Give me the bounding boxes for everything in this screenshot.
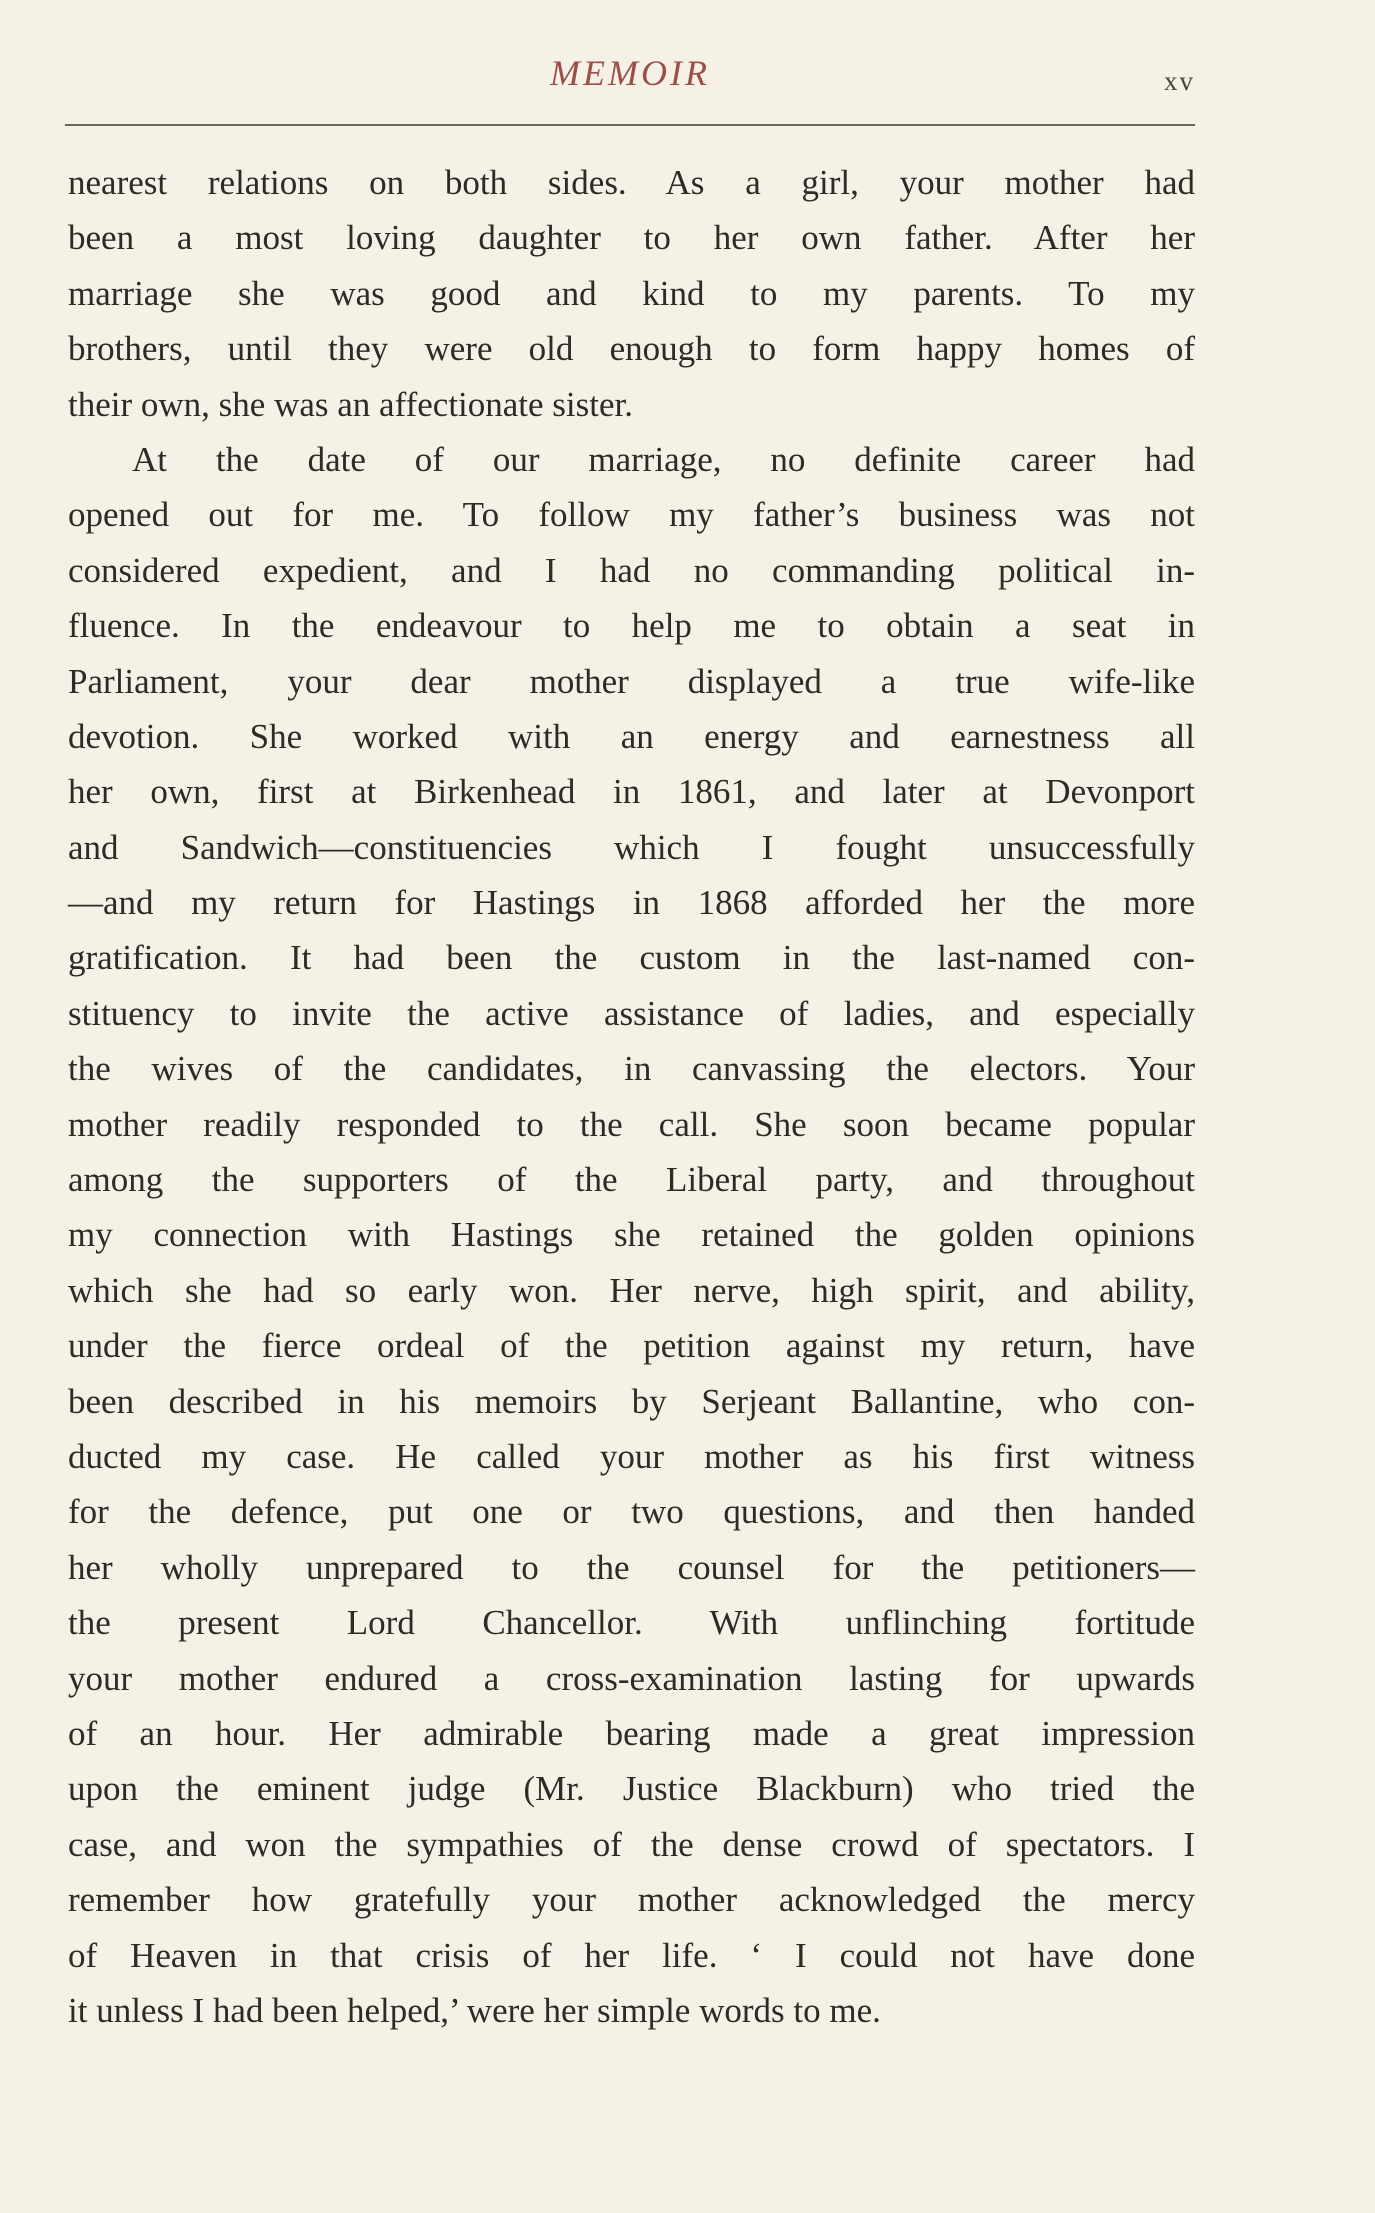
text-line: my connection with Hastings she retained the golden opinions <box>68 1215 1195 1255</box>
text-line: for the defence, put one or two questions, and then handed <box>68 1492 1195 1532</box>
text-line: At the date of our marriage, no definite career had <box>132 439 1195 479</box>
running-head <box>65 52 1195 102</box>
text-line: case, and won the sympathies of the dense crowd of spectators. I <box>68 1824 1195 1864</box>
text-line: opened out for me. To follow my father’s business was not <box>68 495 1195 535</box>
text-line: your mother endured a cross-examination lasting for upwards <box>68 1658 1195 1698</box>
text-line: under the fierce ordeal of the petition against my return, have <box>68 1326 1195 1366</box>
text-line: the wives of the candidates, in canvassing the electors. Your <box>68 1049 1195 1089</box>
page-number: xv <box>1164 66 1195 96</box>
text-line: brothers, until they were old enough to form happy homes of <box>68 329 1195 369</box>
text-line: —and my return for Hastings in 1868 afforded her the more <box>68 883 1195 923</box>
text-line: ducted my case. He called your mother as his first witness <box>68 1436 1195 1476</box>
text-line: stituency to invite the active assistance of ladies, and especially <box>68 993 1195 1033</box>
text-line: among the supporters of the Liberal party, and throughout <box>68 1160 1195 1200</box>
text-line: nearest relations on both sides. As a girl, your mother had <box>68 163 1195 202</box>
text-line: considered expedient, and I had no commanding political in- <box>68 550 1195 590</box>
text-line: of an hour. Her admirable bearing made a great impression <box>68 1713 1195 1753</box>
text-line: devotion. She worked with an energy and earnestness all <box>68 716 1195 756</box>
text-line: her wholly unprepared to the counsel for the petitioners— <box>68 1547 1195 1587</box>
text-line: Parliament, your dear mother displayed a true wife-like <box>68 661 1195 701</box>
body-text <box>68 155 1195 2038</box>
header-rule <box>65 124 1195 126</box>
text-line: upon the eminent judge (Mr. Justice Blackburn) who tried the <box>68 1769 1195 1809</box>
text-line: the present Lord Chancellor. With unflinching fortitude <box>68 1603 1195 1643</box>
text-line: been described in his memoirs by Serjeant Ballantine, who con- <box>68 1381 1195 1421</box>
text-line: her own, first at Birkenhead in 1861, and later at Devonport <box>68 772 1195 812</box>
text-line: their own, she was an affectionate sister. <box>68 384 634 424</box>
text-line: mother readily responded to the call. She soon became popular <box>68 1104 1195 1144</box>
text-line: gratification. It had been the custom in the last-named con- <box>68 938 1195 978</box>
text-line: which she had so early won. Her nerve, high spirit, and ability, <box>68 1270 1195 1310</box>
text-line: been a most loving daughter to her own father. After her <box>68 218 1195 258</box>
text-line: it unless I had been helped,’ were her simple words to me. <box>68 1990 881 2030</box>
text-line: marriage she was good and kind to my parents. To my <box>68 273 1195 313</box>
text-line: fluence. In the endeavour to help me to obtain a seat in <box>68 606 1195 646</box>
running-title: MEMOIR <box>550 53 710 93</box>
text-line: and Sandwich—constituencies which I fought unsuccessfully <box>68 827 1195 867</box>
text-line: remember how gratefully your mother acknowledged the mercy <box>68 1880 1195 1920</box>
text-line: of Heaven in that crisis of her life. ‘ I could not have done <box>68 1935 1195 1975</box>
